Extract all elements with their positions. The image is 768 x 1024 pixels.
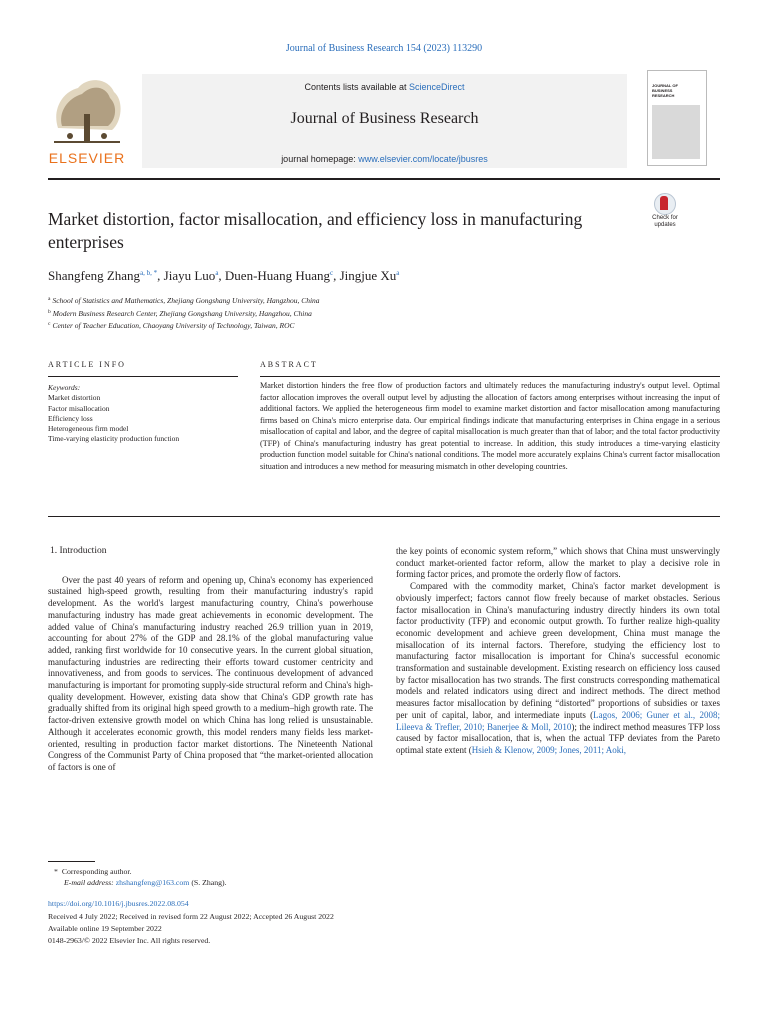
- check-for-updates-button[interactable]: [645, 193, 685, 235]
- author-affil-marker[interactable]: c: [329, 269, 334, 277]
- author-affil-marker[interactable]: a: [215, 269, 219, 277]
- sciencedirect-link[interactable]: ScienceDirect: [409, 82, 465, 92]
- header-divider: [48, 178, 720, 180]
- keyword: Factor misallocation: [48, 403, 110, 413]
- email-link[interactable]: zhshangfeng@163.com: [115, 878, 190, 887]
- author-list: Shangfeng Zhang$^{a, b, *}$, Jiayu Luo$^a$, Duen-Huang Huang$^c$, Jingjue Xu$^a$: [48, 268, 400, 283]
- citation-link[interactable]: Hsieh & Klenow, 2009; Jones, 2011; Aoki,: [471, 744, 627, 755]
- contents-line: Contents lists available at ScienceDirect: [304, 82, 465, 92]
- article-title: Market distortion, factor misallocation, and efficiency loss in manufacturing enterprises: [48, 209, 583, 252]
- footnote-rule: [48, 861, 95, 862]
- author-name[interactable]: Jiayu Luo: [163, 268, 216, 283]
- author-name[interactable]: Jingjue Xu: [339, 268, 397, 283]
- journal-name: Journal of Business Research: [290, 110, 479, 127]
- email-note: E-mail address: zhshangfeng@163.com (S. Zhang).: [64, 878, 227, 887]
- abstract-bottom-rule: [48, 516, 720, 517]
- affiliation: $^c$ Center of Teacher Education, Chaoyang University of Technology, Taiwan, ROC: [48, 321, 295, 330]
- cover-image: [652, 105, 700, 159]
- journal-homepage: journal homepage: www.elsevier.com/locate/jbusres: [281, 154, 488, 164]
- author-name[interactable]: Duen-Huang Huang: [224, 268, 330, 283]
- journal-header: [48, 70, 720, 168]
- citation-link[interactable]: Lagos, 2006; Guner et al., 2008; Lileeva & Trefler, 2010; Banerjee & Moll, 2010: [396, 709, 720, 732]
- keyword: Efficiency loss: [48, 413, 93, 423]
- article-info-rule: [48, 376, 238, 377]
- check-updates-label: Check for updates: [652, 215, 678, 228]
- cover-title: JOURNAL OF BUSINESS RESEARCH: [652, 83, 678, 98]
- homepage-link[interactable]: www.elsevier.com/locate/jbusres: [358, 154, 488, 164]
- keyword: Time-varying elasticity production function: [48, 434, 180, 444]
- elsevier-wordmark: ELSEVIER: [48, 150, 126, 166]
- journal-cover-thumbnail[interactable]: [647, 70, 707, 166]
- keywords-list: [48, 383, 238, 445]
- body-paragraph: the key points of economic system reform,” which shows that China must unswervingly conduct market-oriented factor reform, allow the market to play a decisive role in forming factor prices, and promote the orderly flow of factors.: [396, 546, 720, 580]
- corresponding-author-note: * Corresponding author.: [54, 867, 132, 876]
- journal-banner: [142, 74, 627, 168]
- bookmark-icon: [660, 196, 668, 210]
- affiliation: $^a$ School of Statistics and Mathematics, Zhejiang Gongshang University, Hangzhou, China: [48, 296, 320, 305]
- abstract-rule: [260, 376, 720, 377]
- body-left-column: [48, 546, 373, 774]
- abstract-text: Market distortion hinders the free flow of production factors and ultimately reduces the manufacturing industry's output level. Optimal factor allocation improves the overall output level by adjusting the allocation of factors among enterprises without increasing the input of additional factors. We applied the heterogeneous firm model to examine market distortion and factor misallocation among manufacturing firms based on China's micro enterprise data. Our empirical findings indicate that manufacturing enterprises in China engage in a serious misallocation of capital and labor, and the degree of capital misallocation is much greater than that of labor; and the total factor productivity (TFP) of China's manufacturing industry has great potential to increase. In addition, this study introduces a time-varying elasticity production function model suitable for China's national conditions. The model more accurately explains China's current factor misallocation situation and introduces a new method for measuring mismatch in other developing countries.: [260, 381, 720, 471]
- keywords-label: Keywords:: [48, 383, 81, 392]
- doi-link[interactable]: https://doi.org/10.1016/j.jbusres.2022.08.054: [48, 899, 189, 908]
- body-paragraph: Compared with the commodity market, China's factor market development is obviously imperfect; factors cannot flow freely because of market obstacles. Serious factor misallocation in China's manufacturing industry directly hinders its own total factor productivity (TFP) and economic output growth. To further realize high-quality economic development and achieve green development, China must manage the misallocation of its internal factors. Therefore, studying the efficiency lost to manufacturing factor misallocation is important for China's successful economic transformation and sustainable development. Existing research on efficiency loss caused by factor misallocation has two strands. The first constructs corresponding mathematical models and related indicators using direct and indirect methods. The direct method measures factor misallocation by defining “distorted” proportions of subsidies or taxes per unit of capital, labor, and intermediate inputs (Lagos, 2006; Guner et al., 2008; Lileeva & Trefler, 2010; Banerjee & Moll, 2010); the indirect method measures TFP loss caused by factor misallocation, that is, when the actual TFP deviates from the Pareto optimal state extent (Hsieh & Klenow, 2009; Jones, 2011; Aoki,: [396, 581, 720, 755]
- keyword: Market distortion: [48, 393, 101, 403]
- author-affil-marker[interactable]: a, b, *: [140, 269, 158, 277]
- body-paragraph: Over the past 40 years of reform and opening up, China's economy has experienced sustained high-speed growth, resulting from their manufacturing industry's rapid development. As the world's largest manufacturing country, China's powerhouse manufacturing industry has made great achievements in economic development. The added value of China's manufacturing industry reached 26.9 trillion yuan in 2019, accounting for about 27% of the GDP and 28.1% of the global manufacturing value added, ranking first worldwide for 10 consecutive years. In the current global situation, manufacturing industries are redirecting their efforts toward customer centricity and innovativeness, and from goods to services. The continuous development of advanced manufacturing is important for promoting supply-side structural reform and China's high-quality development. However, existing data show that China's GDP growth rate has gradually shifted from its original high speed growth to a medium–high growth rate. The factor-driven extensive growth model on which China has long relied is unsustainable. Although it accelerates economic growth, this model renders many fields less market-oriented, resulting in production factor market distortions. The Nineteenth National Congress of the Communist Party of China proposed that “the market-oriented allocation of factors is one of: [48, 574, 373, 772]
- affiliation: $^b$ Modern Business Research Center, Zhejiang Gongshang University, Hangzhou, China: [48, 308, 312, 318]
- available-online: Available online 19 September 2022: [48, 924, 162, 933]
- abstract-heading: ABSTRACT: [260, 360, 318, 369]
- body-right-column: [396, 546, 720, 757]
- author-name[interactable]: Shangfeng Zhang: [48, 268, 141, 283]
- copyright: 0148-2963/© 2022 Elsevier Inc. All rights reserved.: [48, 936, 211, 945]
- journal-citation[interactable]: Journal of Business Research 154 (2023) 113290: [285, 43, 483, 54]
- affiliations: [48, 294, 648, 332]
- article-info-heading: ARTICLE INFO: [48, 360, 126, 369]
- section-heading: 1. Introduction: [50, 546, 107, 556]
- author-affil-marker[interactable]: a: [396, 269, 400, 277]
- keyword: Heterogeneous firm model: [48, 424, 129, 434]
- received-dates: Received 4 July 2022; Received in revised form 22 August 2022; Accepted 26 August 2022: [48, 912, 334, 921]
